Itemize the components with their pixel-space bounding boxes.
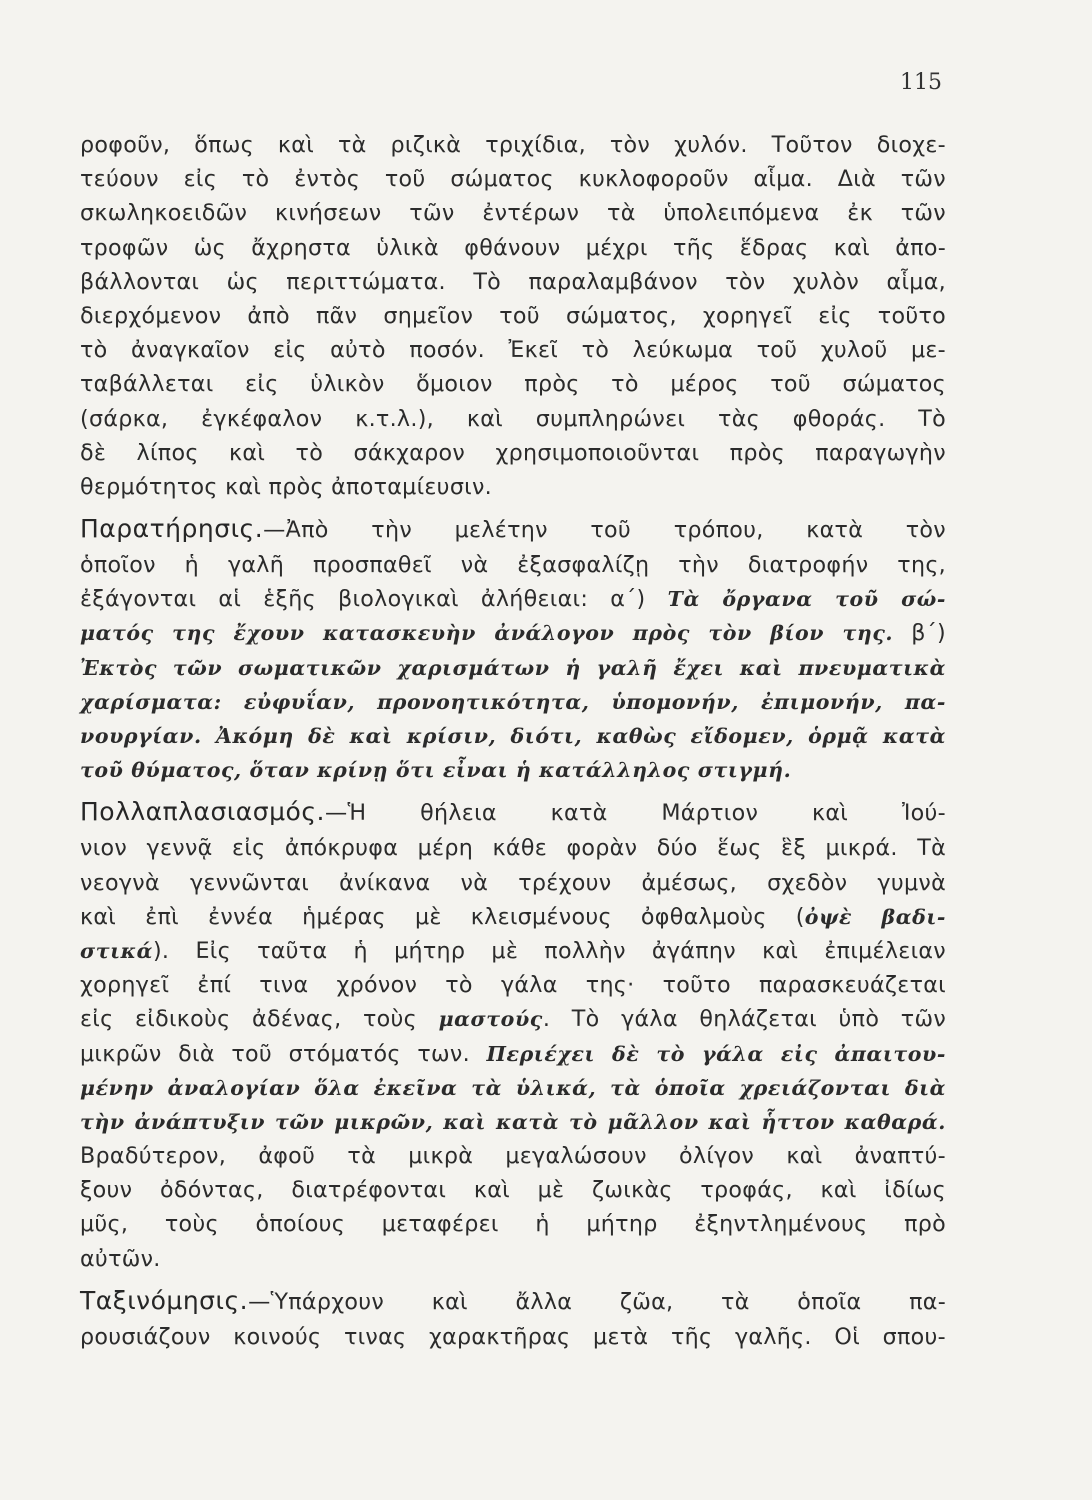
- text-line: ταβάλλεται εἰς ὑλικὸν ὅμοιον πρὸς τὸ μέρος τοῦ σώματος: [80, 371, 946, 398]
- text-run: —Ἀπὸ τὴν μελέτην τοῦ τρόπου, κατὰ τὸν: [263, 517, 946, 544]
- text-line: τὸ ἀναγκαῖον εἰς αὐτὸ ποσόν. Ἐκεῖ τὸ λεύκωμα τοῦ χυλοῦ με-: [80, 337, 946, 364]
- text-line: τροφῶν ὡς ἄχρηστα ὑλικὰ φθάνουν μέχρι τῆς ἕδρας καὶ ἀπο-: [80, 234, 946, 261]
- text-run: —Ἡ θήλεια κατὰ Μάρτιον καὶ Ἰού-: [324, 800, 946, 827]
- paragraph-reproduction: [80, 793, 946, 1275]
- text-line: μῦς, τοὺς ὁποίους μεταφέρει ἡ μήτηρ ἐξηντλημένους πρὸ: [80, 1211, 946, 1238]
- emphasis-line: τὴν ἀνάπτυξιν τῶν μικρῶν, καὶ κατὰ τὸ μᾶλλον καὶ ἧττον καθαρά.: [80, 1109, 946, 1134]
- text-line: [80, 1002, 946, 1036]
- text-line: χορηγεῖ ἐπί τινα χρόνον τὸ γάλα της· τοῦτο παρασκευάζεται: [80, 972, 946, 999]
- text-run: β΄): [911, 620, 946, 647]
- text-line: ξουν ὀδόντας, διατρέφονται καὶ μὲ ζωικὰς τροφάς, καὶ ἰδίως: [80, 1177, 946, 1204]
- page-number: 115: [900, 70, 942, 95]
- paragraph-observation: [80, 510, 946, 787]
- text-run: μικρῶν διὰ τοῦ στόματός των.: [80, 1040, 470, 1067]
- text-line: ὁποῖον ἡ γαλῆ προσπαθεῖ νὰ ἐξασφαλίζῃ τὴν διατροφήν της,: [80, 552, 946, 579]
- text-line: [80, 934, 946, 968]
- emphasis-run: ὀψὲ βαδι-: [804, 904, 946, 929]
- text-line: [80, 900, 946, 934]
- text-line: [80, 510, 946, 548]
- emphasis-line: Ἐκτὸς τῶν σωματικῶν χαρισμάτων ἡ γαλῆ ἔχει καὶ πνευματικὰ: [80, 655, 946, 680]
- text-run: καὶ ἐπὶ ἐννέα ἡμέρας μὲ κλεισμένους ὀφθαλμοὺς (: [80, 903, 805, 930]
- text-line: διερχόμενον ἀπὸ πᾶν σημεῖον τοῦ σώματος, χορηγεῖ εἰς τοῦτο: [80, 302, 946, 329]
- text-line: [80, 582, 946, 616]
- text-run: εἰς εἰδικοὺς ἀδένας, τοὺς: [80, 1006, 417, 1033]
- emphasis-run: μαστούς: [438, 1007, 543, 1032]
- emphasis-line: μένην ἀναλογίαν ὅλα ἐκεῖνα τὰ ὑλικά, τὰ ὁποῖα χρειάζονται διὰ: [80, 1075, 946, 1100]
- section-heading-reproduction: Πολλαπλασιασμός.: [80, 797, 325, 827]
- text-line: νιον γεννᾷ εἰς ἀπόκρυφα μέρη κάθε φορὰν δύο ἕως ἓξ μικρά. Τὰ: [80, 835, 946, 862]
- text-run: . Τὸ γάλα θηλάζεται ὑπὸ τῶν: [542, 1006, 947, 1033]
- text-line: [80, 1037, 946, 1071]
- emphasis-run: Περιέχει δὲ τὸ γάλα εἰς ἀπαιτου-: [486, 1041, 946, 1066]
- emphasis-run: Τὰ ὄργανα τοῦ σώ-: [667, 587, 947, 612]
- paragraph-digestion: [80, 128, 946, 504]
- text-line: τεύουν εἰς τὸ ἐντὸς τοῦ σώματος κυκλοφοροῦν αἷμα. Διὰ τῶν: [80, 166, 946, 193]
- text-run: —Ὑπάρχουν καὶ ἄλλα ζῶα, τὰ ὁποῖα πα-: [248, 1288, 946, 1315]
- text-run: ἐξάγονται αἱ ἑξῆς βιολογικαὶ ἀλήθειαι: α΄): [80, 586, 646, 613]
- body-text: [80, 128, 946, 1354]
- text-line: δὲ λίπος καὶ τὸ σάκχαρον χρησιμοποιοῦνται πρὸς παραγωγὴν: [80, 439, 946, 466]
- text-line: Βραδύτερον, ἀφοῦ τὰ μικρὰ μεγαλώσουν ὀλίγον καὶ ἀναπτύ-: [80, 1143, 946, 1170]
- text-line: νεογνὰ γεννῶνται ἀνίκανα νὰ τρέχουν ἀμέσως, σχεδὸν γυμνὰ: [80, 869, 946, 896]
- emphasis-line: νουργίαν. Ἀκόμη δὲ καὶ κρίσιν, διότι, καθὼς εἴδομεν, ὁρμᾷ κατὰ: [80, 724, 946, 748]
- emphasis-run: στικά: [80, 938, 153, 963]
- text-line: (σάρκα, ἐγκέφαλον κ.τ.λ.), καὶ συμπληρώνει τὰς φθοράς. Τὸ: [80, 405, 946, 432]
- text-line: [80, 616, 946, 650]
- section-heading-observation: Παρατήρησις.: [80, 514, 264, 544]
- text-line: θερμότητος καὶ πρὸς ἀποταμίευσιν.: [80, 473, 493, 500]
- text-line: ροφοῦν, ὅπως καὶ τὰ ριζικὰ τριχίδια, τὸν χυλόν. Τοῦτον διοχε-: [80, 132, 946, 158]
- text-line: [80, 793, 946, 831]
- text-run: ). Εἰς ταῦτα ἡ μήτηρ μὲ πολλὴν ἀγάπην καὶ ἐπιμέλειαν: [152, 937, 946, 964]
- paragraph-classification: [80, 1282, 946, 1354]
- section-heading-classification: Ταξινόμησις.: [80, 1285, 249, 1315]
- emphasis-run: ματός της ἔχουν κατασκευὴν ἀνάλογον πρὸς τὸν βίον της.: [80, 621, 894, 646]
- text-line: [80, 1282, 946, 1320]
- text-line: βάλλονται ὡς περιττώματα. Τὸ παραλαμβάνον τὸν χυλὸν αἷμα,: [80, 268, 946, 295]
- emphasis-line: τοῦ θύματος, ὅταν κρίνῃ ὅτι εἶναι ἡ κατάλληλος στιγμή.: [80, 758, 792, 783]
- emphasis-line: χαρίσματα: εὐφυΐαν, προνοητικότητα, ὑπομονήν, ἐπιμονήν, πα-: [80, 689, 946, 714]
- text-line: αὐτῶν.: [80, 1245, 161, 1272]
- text-line: ρουσιάζουν κοινούς τινας χαρακτῆρας μετὰ τῆς γαλῆς. Οἱ σπου-: [80, 1323, 946, 1350]
- text-line: σκωληκοειδῶν κινήσεων τῶν ἐντέρων τὰ ὑπολειπόμενα ἐκ τῶν: [80, 200, 946, 227]
